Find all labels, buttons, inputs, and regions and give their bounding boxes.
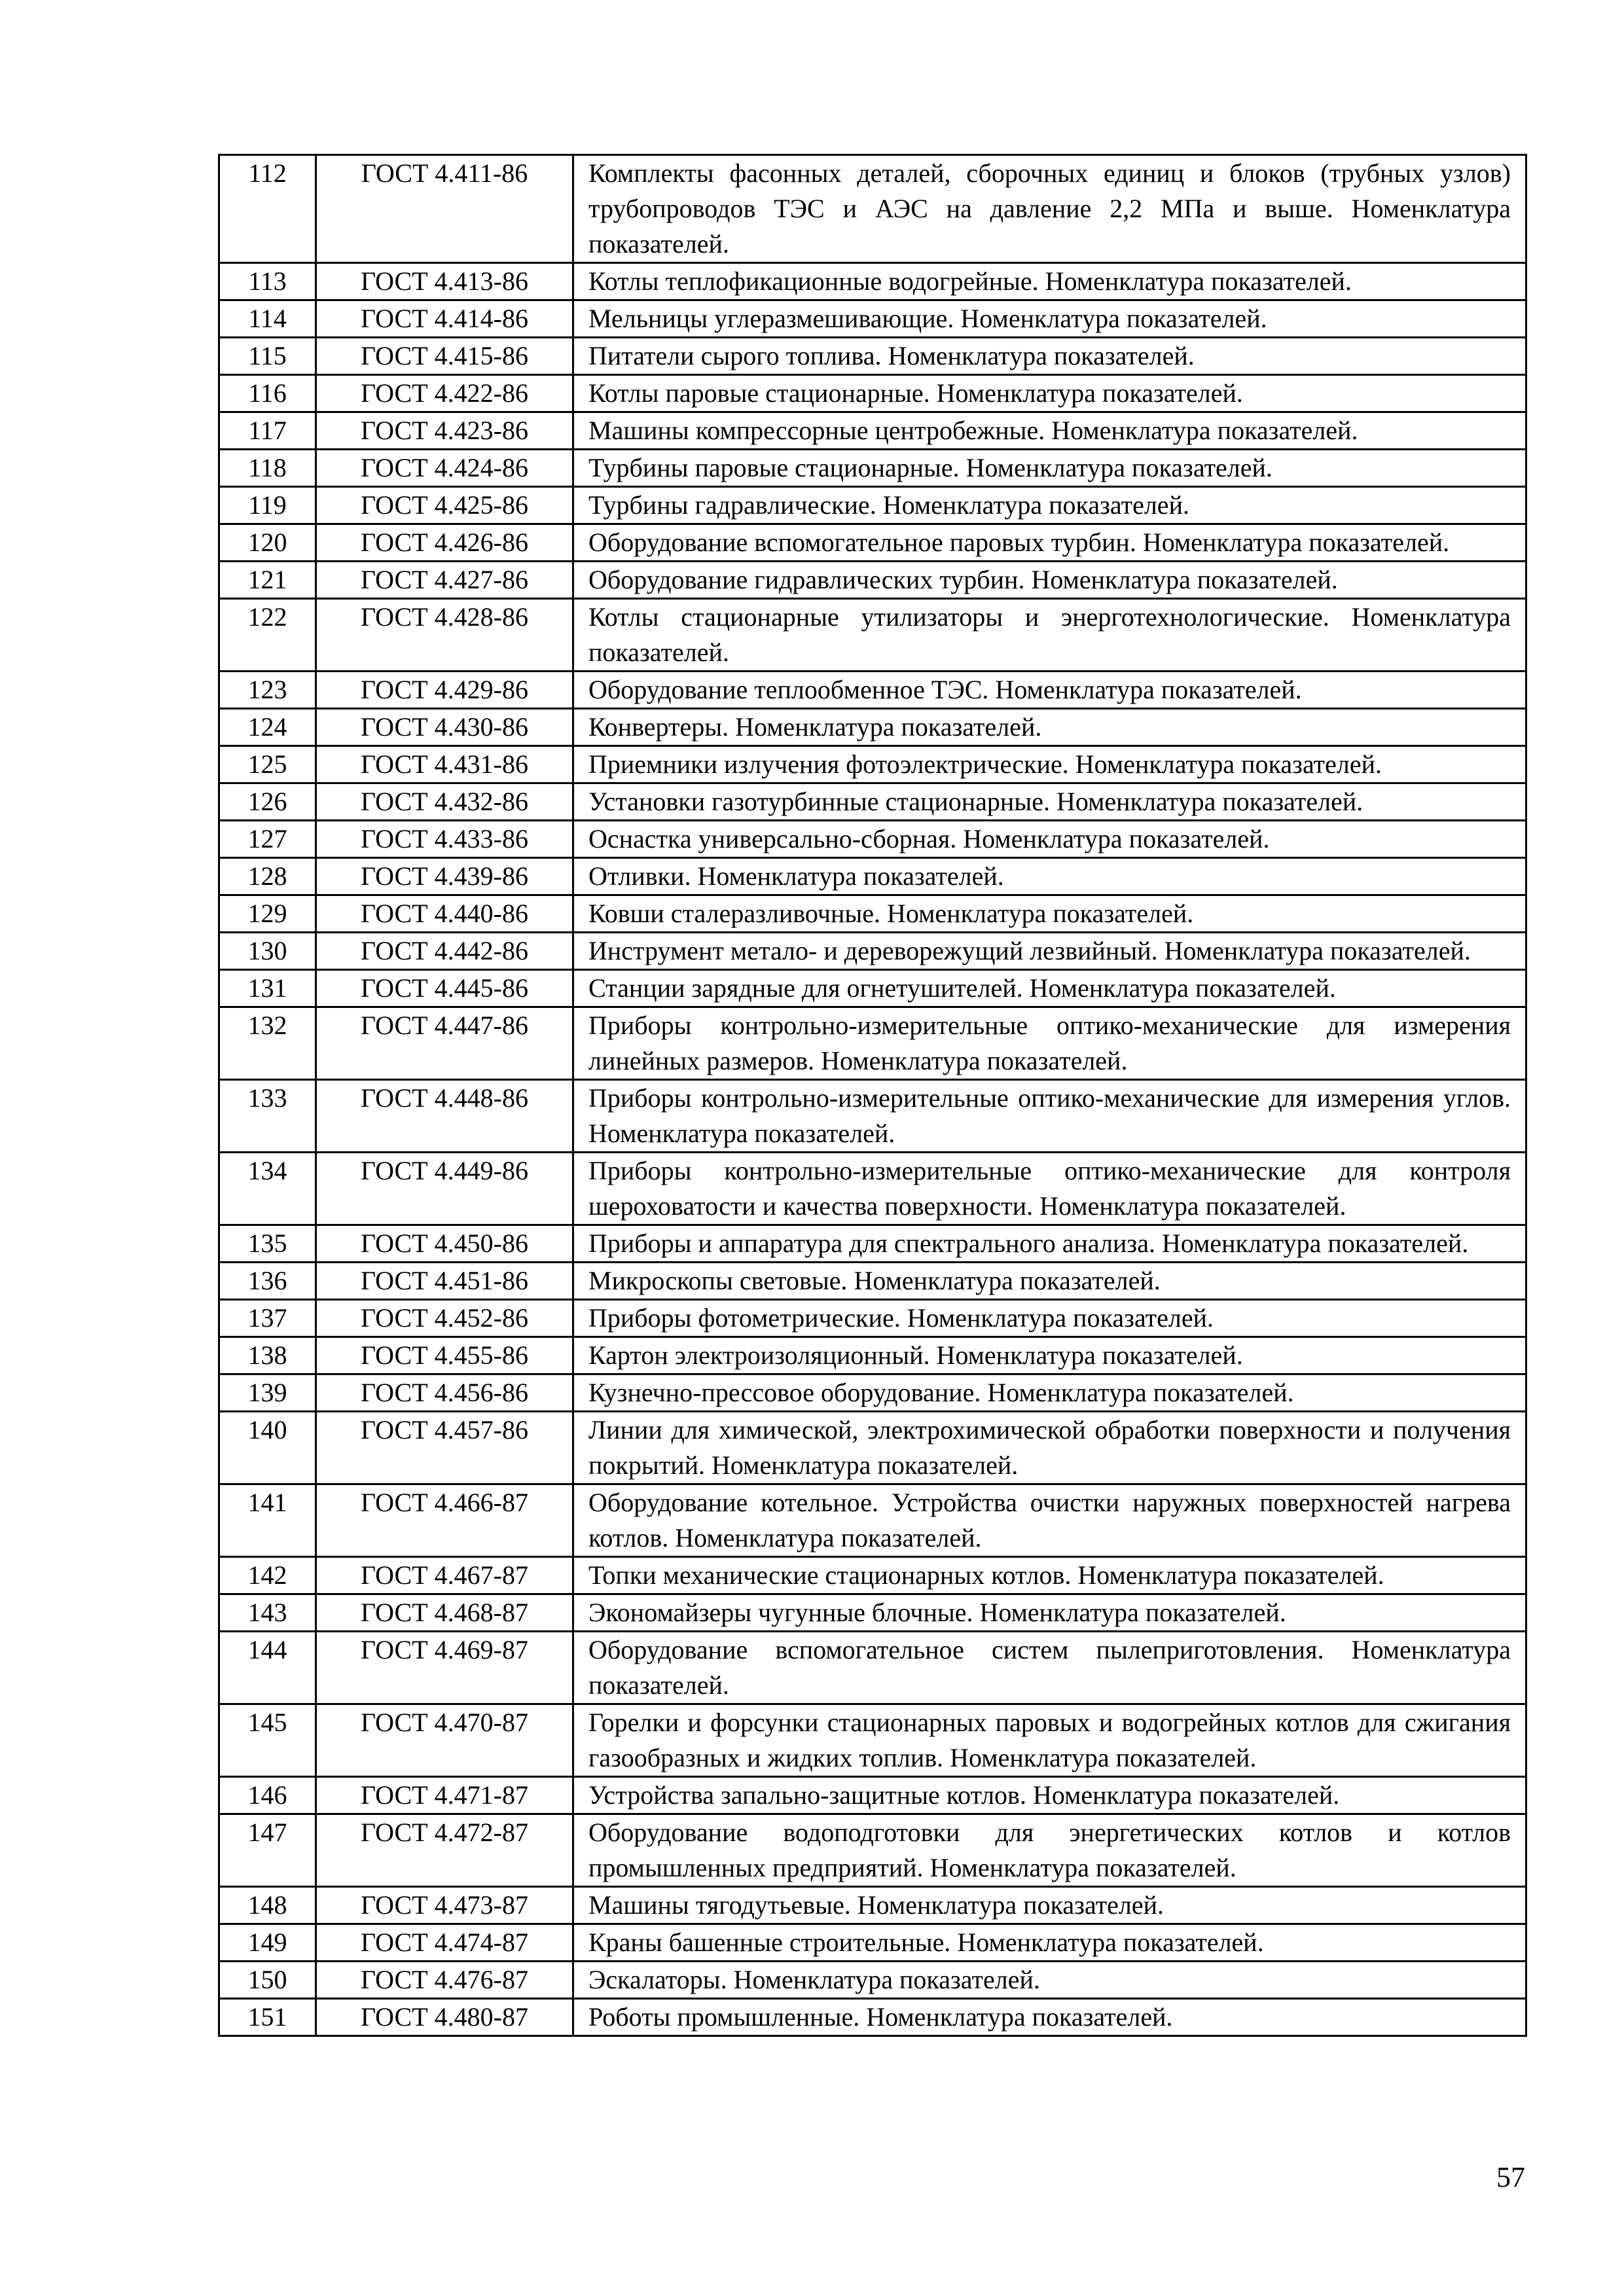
gost-code-cell: ГОСТ 4.473-87 (316, 1887, 573, 1924)
row-number-cell: 127 (219, 821, 316, 858)
row-number-cell: 117 (219, 412, 316, 450)
description-cell: Оборудование вспомогательное паровых турбин. Номенклатура показателей. (573, 524, 1526, 562)
description-cell: Приборы фотометрические. Номенклатура показателей. (573, 1300, 1526, 1337)
standards-table-body (219, 155, 1526, 2036)
row-number-cell: 143 (219, 1594, 316, 1632)
description-cell: Турбины гадравлические. Номенклатура показателей. (573, 487, 1526, 524)
description-cell: Устройства запально-защитные котлов. Номенклатура показателей. (573, 1777, 1526, 1814)
row-number-cell: 135 (219, 1225, 316, 1263)
gost-code-cell: ГОСТ 4.447-86 (316, 1007, 573, 1080)
table-row (219, 562, 1526, 599)
row-number-cell: 118 (219, 450, 316, 487)
gost-code-cell: ГОСТ 4.470-87 (316, 1704, 573, 1777)
row-number-cell: 138 (219, 1337, 316, 1374)
gost-code-cell: ГОСТ 4.480-87 (316, 1999, 573, 2036)
gost-code-cell: ГОСТ 4.474-87 (316, 1924, 573, 1962)
description-cell: Инструмент метало- и дереворежущий лезвийный. Номенклатура показателей. (573, 933, 1526, 970)
table-row (219, 970, 1526, 1007)
table-row (219, 1777, 1526, 1814)
description-cell: Комплекты фасонных деталей, сборочных единиц и блоков (трубных узлов) трубопроводов ТЭС и АЭС на давление 2,2 МПа и выше. Номенклатура показателей. (573, 155, 1526, 263)
table-row (219, 1999, 1526, 2036)
row-number-cell: 132 (219, 1007, 316, 1080)
gost-code-cell: ГОСТ 4.472-87 (316, 1814, 573, 1887)
gost-code-cell: ГОСТ 4.433-86 (316, 821, 573, 858)
gost-code-cell: ГОСТ 4.429-86 (316, 672, 573, 709)
description-cell: Котлы стационарные утилизаторы и энерготехнологические. Номенклатура показателей. (573, 599, 1526, 672)
table-row (219, 1225, 1526, 1263)
gost-code-cell: ГОСТ 4.425-86 (316, 487, 573, 524)
row-number-cell: 142 (219, 1557, 316, 1594)
table-row (219, 338, 1526, 375)
standards-table (218, 154, 1527, 2037)
table-row (219, 1153, 1526, 1225)
table-row (219, 263, 1526, 300)
gost-code-cell: ГОСТ 4.457-86 (316, 1412, 573, 1484)
gost-code-cell: ГОСТ 4.468-87 (316, 1594, 573, 1632)
table-row (219, 1412, 1526, 1484)
description-cell: Линии для химической, электрохимической обработки поверхности и получения покрытий. Номенклатура показателей. (573, 1412, 1526, 1484)
row-number-cell: 116 (219, 375, 316, 412)
gost-code-cell: ГОСТ 4.442-86 (316, 933, 573, 970)
description-cell: Машины компрессорные центробежные. Номенклатура показателей. (573, 412, 1526, 450)
row-number-cell: 122 (219, 599, 316, 672)
row-number-cell: 114 (219, 300, 316, 338)
table-row (219, 709, 1526, 746)
description-cell: Ковши сталеразливочные. Номенклатура показателей. (573, 895, 1526, 933)
row-number-cell: 131 (219, 970, 316, 1007)
description-cell: Оборудование гидравлических турбин. Номенклатура показателей. (573, 562, 1526, 599)
description-cell: Приборы контрольно-измерительные оптико-механические для контроля шероховатости и качества поверхности. Номенклатура показателей. (573, 1153, 1526, 1225)
table-row (219, 375, 1526, 412)
description-cell: Приборы контрольно-измерительные оптико-механические для измерения линейных размеров. Номенклатура показателей. (573, 1007, 1526, 1080)
description-cell: Приборы и аппаратура для спектрального анализа. Номенклатура показателей. (573, 1225, 1526, 1263)
table-row (219, 300, 1526, 338)
row-number-cell: 150 (219, 1962, 316, 1999)
description-cell: Оборудование котельное. Устройства очистки наружных поверхностей нагрева котлов. Номенклатура показателей. (573, 1484, 1526, 1557)
table-row (219, 1007, 1526, 1080)
description-cell: Краны башенные строительные. Номенклатура показателей. (573, 1924, 1526, 1962)
table-row (219, 155, 1526, 263)
table-row (219, 487, 1526, 524)
description-cell: Экономайзеры чугунные блочные. Номенклатура показателей. (573, 1594, 1526, 1632)
table-row (219, 1300, 1526, 1337)
row-number-cell: 123 (219, 672, 316, 709)
row-number-cell: 134 (219, 1153, 316, 1225)
table-row (219, 1887, 1526, 1924)
gost-code-cell: ГОСТ 4.426-86 (316, 524, 573, 562)
gost-code-cell: ГОСТ 4.428-86 (316, 599, 573, 672)
gost-code-cell: ГОСТ 4.456-86 (316, 1374, 573, 1412)
row-number-cell: 128 (219, 858, 316, 895)
row-number-cell: 125 (219, 746, 316, 783)
gost-code-cell: ГОСТ 4.430-86 (316, 709, 573, 746)
row-number-cell: 120 (219, 524, 316, 562)
description-cell: Роботы промышленные. Номенклатура показателей. (573, 1999, 1526, 2036)
gost-code-cell: ГОСТ 4.440-86 (316, 895, 573, 933)
description-cell: Эскалаторы. Номенклатура показателей. (573, 1962, 1526, 1999)
gost-code-cell: ГОСТ 4.450-86 (316, 1225, 573, 1263)
row-number-cell: 126 (219, 783, 316, 821)
description-cell: Микроскопы световые. Номенклатура показателей. (573, 1263, 1526, 1300)
table-row (219, 412, 1526, 450)
description-cell: Питатели сырого топлива. Номенклатура показателей. (573, 338, 1526, 375)
row-number-cell: 129 (219, 895, 316, 933)
row-number-cell: 139 (219, 1374, 316, 1412)
row-number-cell: 151 (219, 1999, 316, 2036)
table-row (219, 1337, 1526, 1374)
gost-code-cell: ГОСТ 4.476-87 (316, 1962, 573, 1999)
gost-code-cell: ГОСТ 4.422-86 (316, 375, 573, 412)
gost-code-cell: ГОСТ 4.413-86 (316, 263, 573, 300)
row-number-cell: 149 (219, 1924, 316, 1962)
gost-code-cell: ГОСТ 4.451-86 (316, 1263, 573, 1300)
description-cell: Картон электроизоляционный. Номенклатура показателей. (573, 1337, 1526, 1374)
table-row (219, 1814, 1526, 1887)
row-number-cell: 119 (219, 487, 316, 524)
gost-code-cell: ГОСТ 4.414-86 (316, 300, 573, 338)
row-number-cell: 147 (219, 1814, 316, 1887)
gost-code-cell: ГОСТ 4.415-86 (316, 338, 573, 375)
table-row (219, 450, 1526, 487)
description-cell: Приемники излучения фотоэлектрические. Номенклатура показателей. (573, 746, 1526, 783)
row-number-cell: 112 (219, 155, 316, 263)
description-cell: Оборудование вспомогательное систем пылеприготовления. Номенклатура показателей. (573, 1632, 1526, 1704)
row-number-cell: 113 (219, 263, 316, 300)
table-row (219, 1594, 1526, 1632)
gost-code-cell: ГОСТ 4.467-87 (316, 1557, 573, 1594)
table-row (219, 1374, 1526, 1412)
table-row (219, 1484, 1526, 1557)
row-number-cell: 140 (219, 1412, 316, 1484)
table-row (219, 783, 1526, 821)
gost-code-cell: ГОСТ 4.471-87 (316, 1777, 573, 1814)
page-number: 57 (1496, 2161, 1525, 2193)
row-number-cell: 133 (219, 1080, 316, 1153)
table-row (219, 821, 1526, 858)
description-cell: Оборудование водоподготовки для энергетических котлов и котлов промышленных предприятий. Номенклатура показателей. (573, 1814, 1526, 1887)
description-cell: Топки механические стационарных котлов. Номенклатура показателей. (573, 1557, 1526, 1594)
table-row (219, 1962, 1526, 1999)
gost-code-cell: ГОСТ 4.455-86 (316, 1337, 573, 1374)
gost-code-cell: ГОСТ 4.466-87 (316, 1484, 573, 1557)
table-row (219, 746, 1526, 783)
table-row (219, 1263, 1526, 1300)
description-cell: Мельницы углеразмешивающие. Номенклатура показателей. (573, 300, 1526, 338)
gost-code-cell: ГОСТ 4.424-86 (316, 450, 573, 487)
gost-code-cell: ГОСТ 4.431-86 (316, 746, 573, 783)
table-row (219, 599, 1526, 672)
table-row (219, 1632, 1526, 1704)
gost-code-cell: ГОСТ 4.432-86 (316, 783, 573, 821)
description-cell: Установки газотурбинные стационарные. Номенклатура показателей. (573, 783, 1526, 821)
row-number-cell: 124 (219, 709, 316, 746)
description-cell: Машины тягодутьевые. Номенклатура показателей. (573, 1887, 1526, 1924)
gost-code-cell: ГОСТ 4.449-86 (316, 1153, 573, 1225)
row-number-cell: 115 (219, 338, 316, 375)
gost-code-cell: ГОСТ 4.427-86 (316, 562, 573, 599)
row-number-cell: 148 (219, 1887, 316, 1924)
description-cell: Котлы паровые стационарные. Номенклатура показателей. (573, 375, 1526, 412)
table-row (219, 933, 1526, 970)
description-cell: Приборы контрольно-измерительные оптико-механические для измерения углов. Номенклатура показателей. (573, 1080, 1526, 1153)
row-number-cell: 130 (219, 933, 316, 970)
description-cell: Конвертеры. Номенклатура показателей. (573, 709, 1526, 746)
gost-code-cell: ГОСТ 4.423-86 (316, 412, 573, 450)
table-row (219, 1704, 1526, 1777)
description-cell: Станции зарядные для огнетушителей. Номенклатура показателей. (573, 970, 1526, 1007)
gost-code-cell: ГОСТ 4.469-87 (316, 1632, 573, 1704)
row-number-cell: 136 (219, 1263, 316, 1300)
description-cell: Оснастка универсально-сборная. Номенклатура показателей. (573, 821, 1526, 858)
row-number-cell: 121 (219, 562, 316, 599)
description-cell: Кузнечно-прессовое оборудование. Номенклатура показателей. (573, 1374, 1526, 1412)
row-number-cell: 145 (219, 1704, 316, 1777)
gost-code-cell: ГОСТ 4.448-86 (316, 1080, 573, 1153)
table-row (219, 1924, 1526, 1962)
table-row (219, 672, 1526, 709)
table-row (219, 524, 1526, 562)
table-row (219, 1080, 1526, 1153)
table-row (219, 1557, 1526, 1594)
gost-code-cell: ГОСТ 4.445-86 (316, 970, 573, 1007)
row-number-cell: 141 (219, 1484, 316, 1557)
gost-code-cell: ГОСТ 4.439-86 (316, 858, 573, 895)
row-number-cell: 137 (219, 1300, 316, 1337)
row-number-cell: 146 (219, 1777, 316, 1814)
description-cell: Турбины паровые стационарные. Номенклатура показателей. (573, 450, 1526, 487)
table-row (219, 895, 1526, 933)
gost-code-cell: ГОСТ 4.452-86 (316, 1300, 573, 1337)
description-cell: Котлы теплофикационные водогрейные. Номенклатура показателей. (573, 263, 1526, 300)
description-cell: Горелки и форсунки стационарных паровых и водогрейных котлов для сжигания газообразных и жидких топлив. Номенклатура показателей. (573, 1704, 1526, 1777)
description-cell: Оборудование теплообменное ТЭС. Номенклатура показателей. (573, 672, 1526, 709)
table-row (219, 858, 1526, 895)
row-number-cell: 144 (219, 1632, 316, 1704)
description-cell: Отливки. Номенклатура показателей. (573, 858, 1526, 895)
gost-code-cell: ГОСТ 4.411-86 (316, 155, 573, 263)
